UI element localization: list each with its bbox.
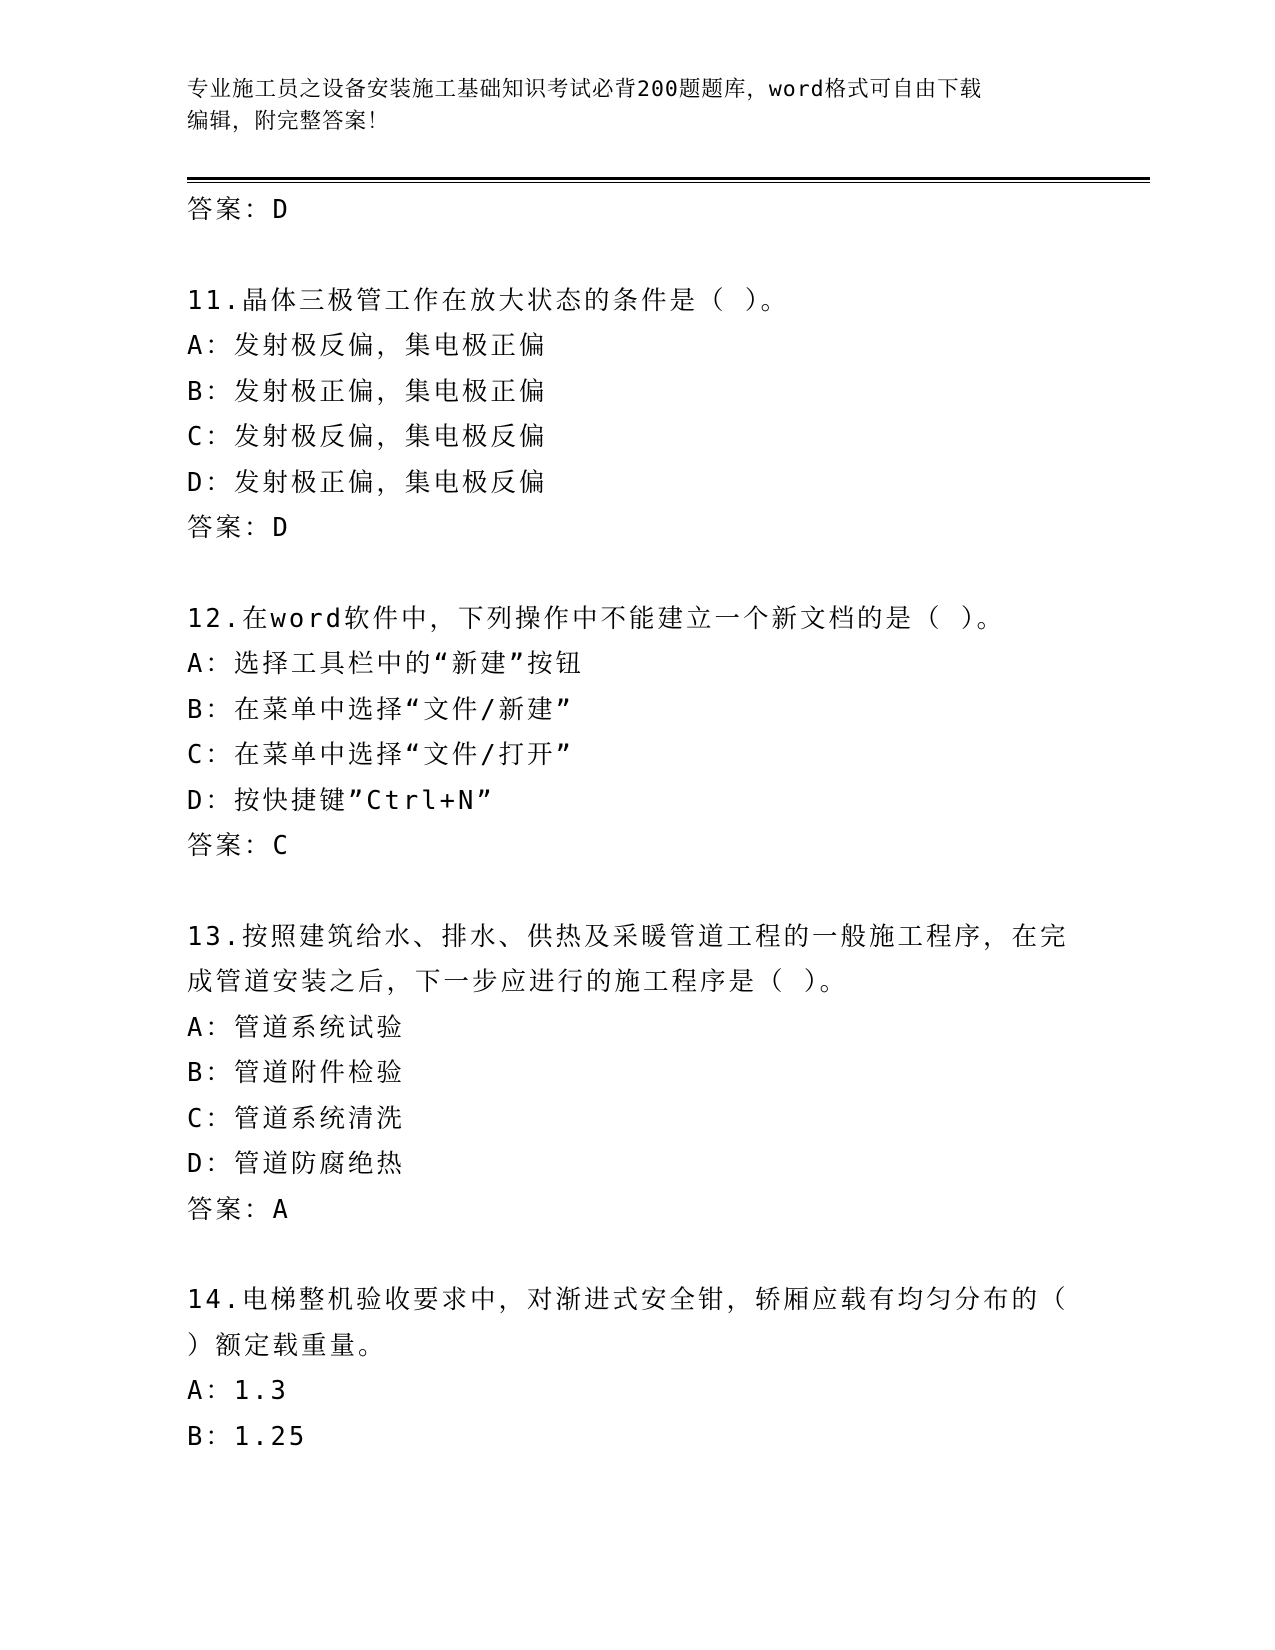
spacer bbox=[187, 1233, 1087, 1278]
option-a: A：1.3 bbox=[187, 1376, 289, 1406]
option-c: C：发射极反偏，集电极反偏 bbox=[187, 422, 548, 452]
header-divider-thin bbox=[187, 182, 1150, 183]
option-b: B：发射极正偏，集电极正偏 bbox=[187, 376, 548, 407]
option-d: D：发射极正偏，集电极反偏 bbox=[187, 467, 548, 498]
document-header bbox=[187, 74, 1067, 138]
spacer bbox=[187, 870, 1087, 915]
option-a: A：发射极反偏，集电极正偏 bbox=[187, 331, 548, 361]
answer-line: 答案：D bbox=[187, 195, 291, 225]
option-c: C：在菜单中选择“文件/打开” bbox=[187, 740, 574, 770]
question-text: 11.晶体三极管工作在放大状态的条件是（ ）。 bbox=[187, 285, 790, 316]
option-d: D：管道防腐绝热 bbox=[187, 1149, 405, 1179]
answer-line: 答案：C bbox=[187, 831, 291, 861]
header-divider-thick bbox=[187, 177, 1150, 180]
option-c: C：管道系统清洗 bbox=[187, 1103, 405, 1134]
spacer bbox=[187, 552, 1087, 597]
header-line-1: 专业施工员之设备安装施工基础知识考试必背200题题库，word格式可自由下载 bbox=[187, 77, 983, 102]
option-b: B：管道附件检验 bbox=[187, 1058, 405, 1088]
question-block-12 bbox=[187, 597, 1087, 870]
question-text: 12.在word软件中，下列操作中不能建立一个新文档的是（ ）。 bbox=[187, 603, 1006, 634]
question-block-14 bbox=[187, 1278, 1087, 1460]
spacer bbox=[187, 234, 1087, 279]
option-a: A：选择工具栏中的“新建”按钮 bbox=[187, 649, 585, 679]
option-a: A：管道系统试验 bbox=[187, 1012, 405, 1043]
option-b: B：在菜单中选择“文件/新建” bbox=[187, 694, 574, 725]
answer-line: 答案：D bbox=[187, 513, 291, 543]
option-d: D：按快捷键”Ctrl+N” bbox=[187, 785, 495, 816]
question-block-11 bbox=[187, 279, 1087, 552]
answer-line: 答案：A bbox=[187, 1194, 291, 1225]
question-text-line-1: 13.按照建筑给水、排水、供热及采暖管道工程的一般施工程序，在完 bbox=[187, 921, 1069, 952]
question-block-13 bbox=[187, 915, 1087, 1234]
question-text-line-2: ）额定载重量。 bbox=[187, 1330, 387, 1361]
document-body bbox=[187, 188, 1087, 1460]
question-text-line-1: 14.电梯整机验收要求中，对渐进式安全钳，轿厢应载有均匀分布的（ bbox=[187, 1285, 1069, 1315]
option-b: B：1.25 bbox=[187, 1421, 308, 1452]
question-text-line-2: 成管道安装之后，下一步应进行的施工程序是（ ）。 bbox=[187, 967, 849, 997]
header-line-2: 编辑，附完整答案！ bbox=[187, 109, 390, 134]
